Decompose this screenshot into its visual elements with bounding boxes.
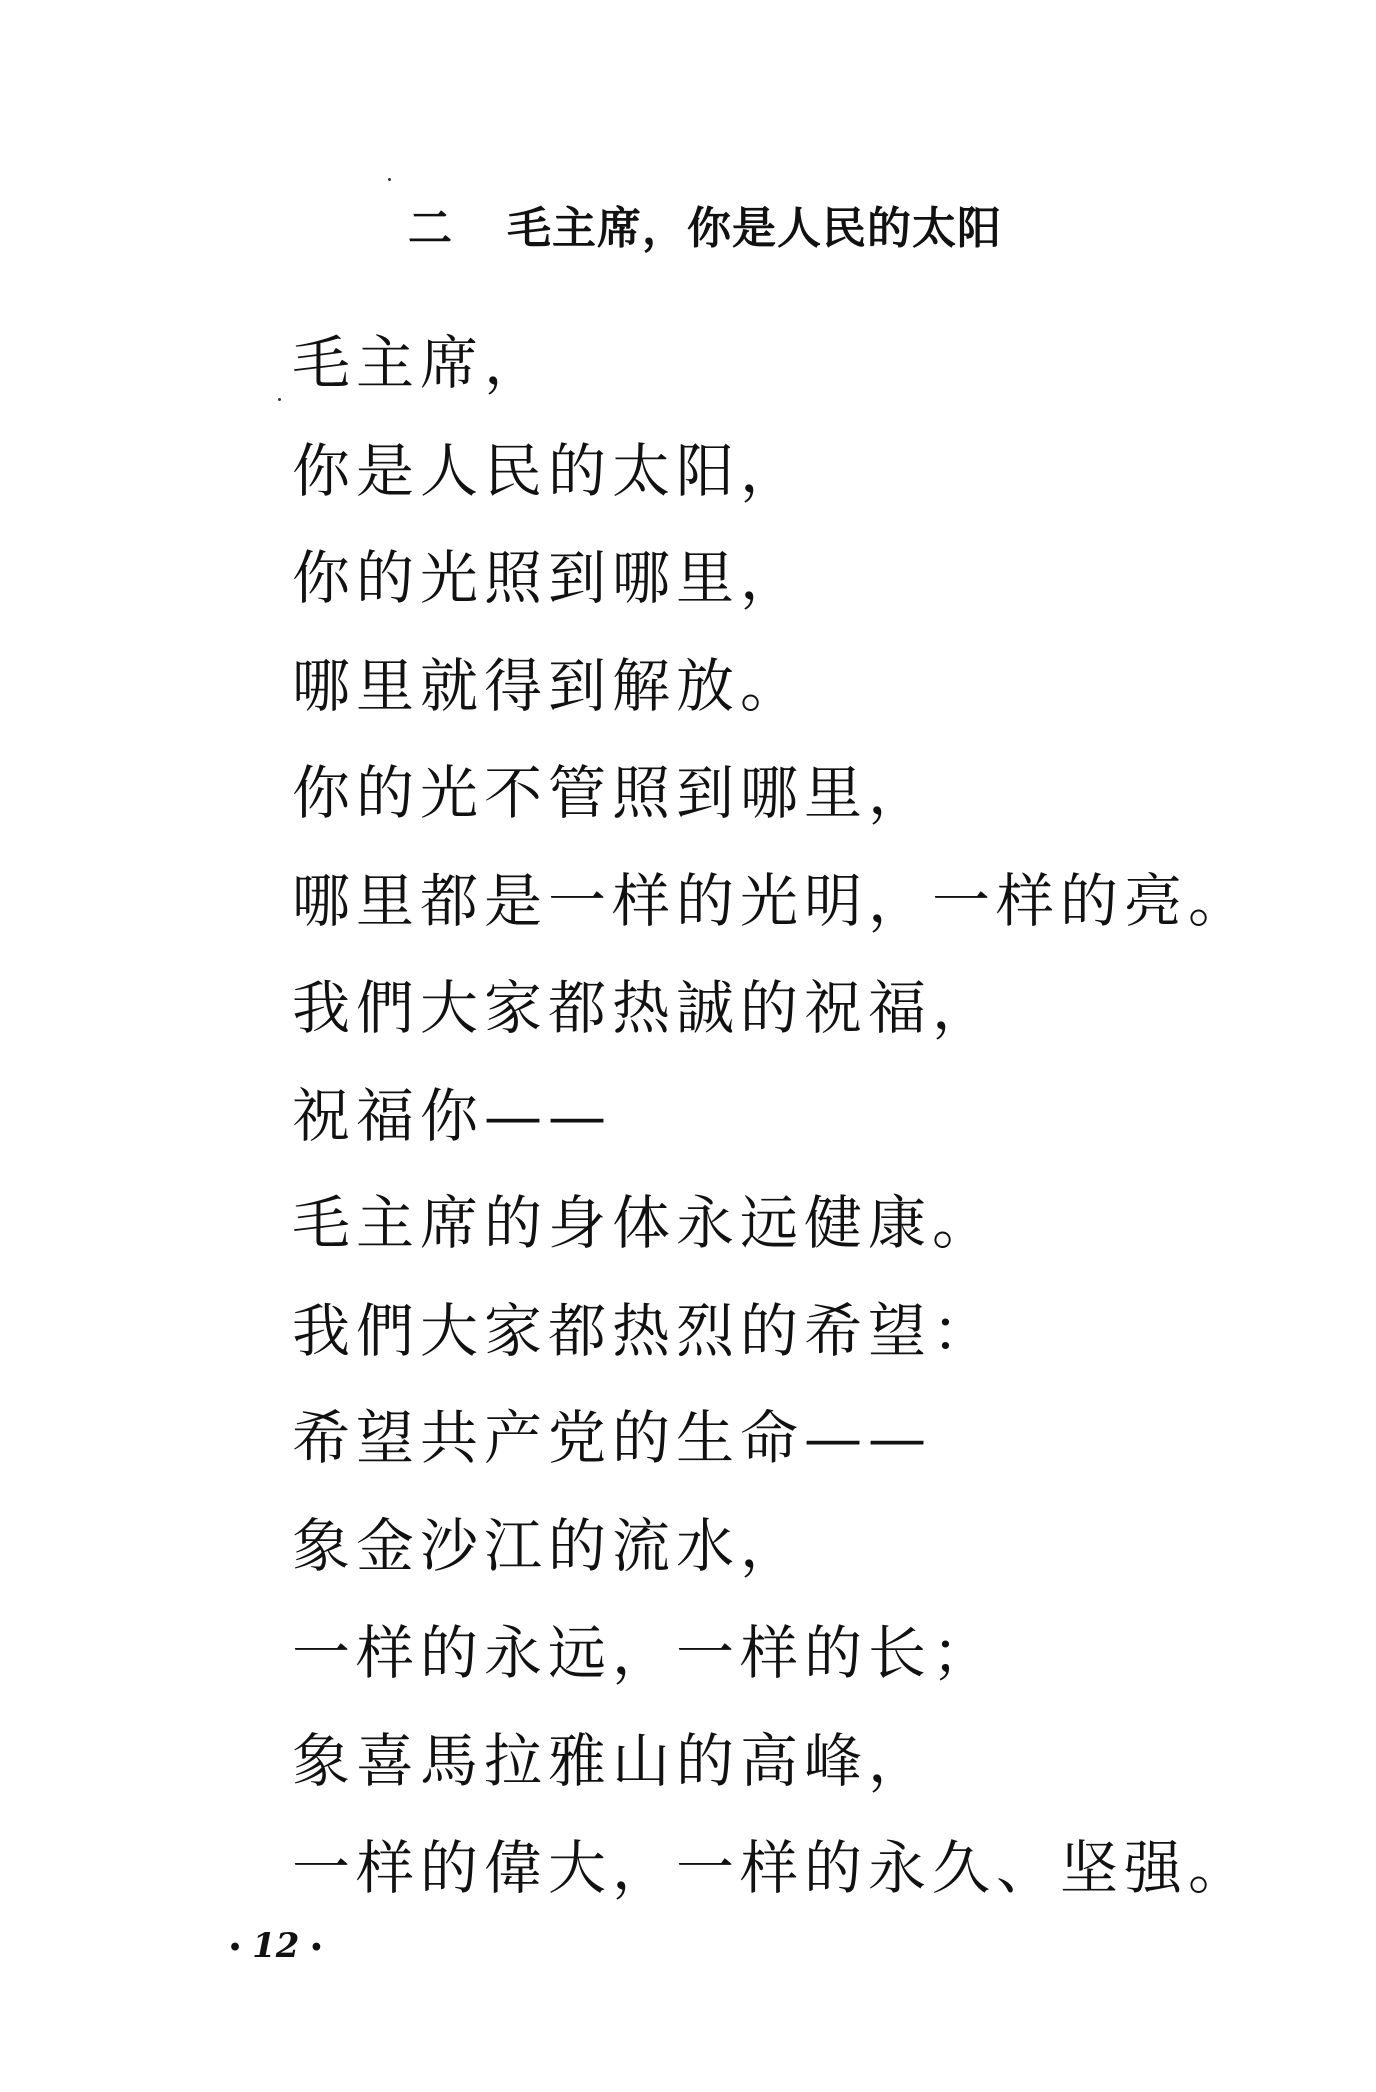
folio-marker-left: • [228,1935,243,1961]
poem-line: 我們大家都热誠的祝福， [292,974,997,1042]
poem-line: 我們大家都热烈的希望： [292,1296,997,1365]
poem-line: 一样的偉大，一样的永久、坚强。 [292,1834,1253,1902]
poem-number: 二 [408,203,453,254]
poem-body [292,328,1252,1941]
page-number-footer [218,1926,333,1966]
poem-line: 象喜馬拉雅山的高峰， [292,1726,933,1795]
poem-heading [408,192,1002,256]
folio-marker-right: • [309,1935,324,1961]
scan-speck [278,398,281,401]
poem-line: 你是人民的太阳， [292,436,805,505]
poem-line: 希望共产党的生命—— [292,1404,933,1472]
poem-line: 哪里都是一样的光明，一样的亮。 [292,866,1253,935]
poem-line: 毛主席的身体永远健康。 [292,1189,997,1257]
poem-line: 象金沙江的流水， [292,1511,805,1580]
poem-line: 你的光照到哪里， [292,544,805,612]
poem-line: 毛主席， [292,329,549,397]
poem-line: 哪里就得到解放。 [292,651,805,720]
poem-line: 祝福你—— [292,1081,613,1150]
scan-speck [388,178,391,181]
page-number: 12 [252,1926,300,1966]
poem-line: 你的光不管照到哪里， [292,759,933,827]
poem-line: 一样的永远，一样的长； [292,1619,997,1687]
poem-title: 毛主席，你是人民的太阳 [507,203,1002,254]
